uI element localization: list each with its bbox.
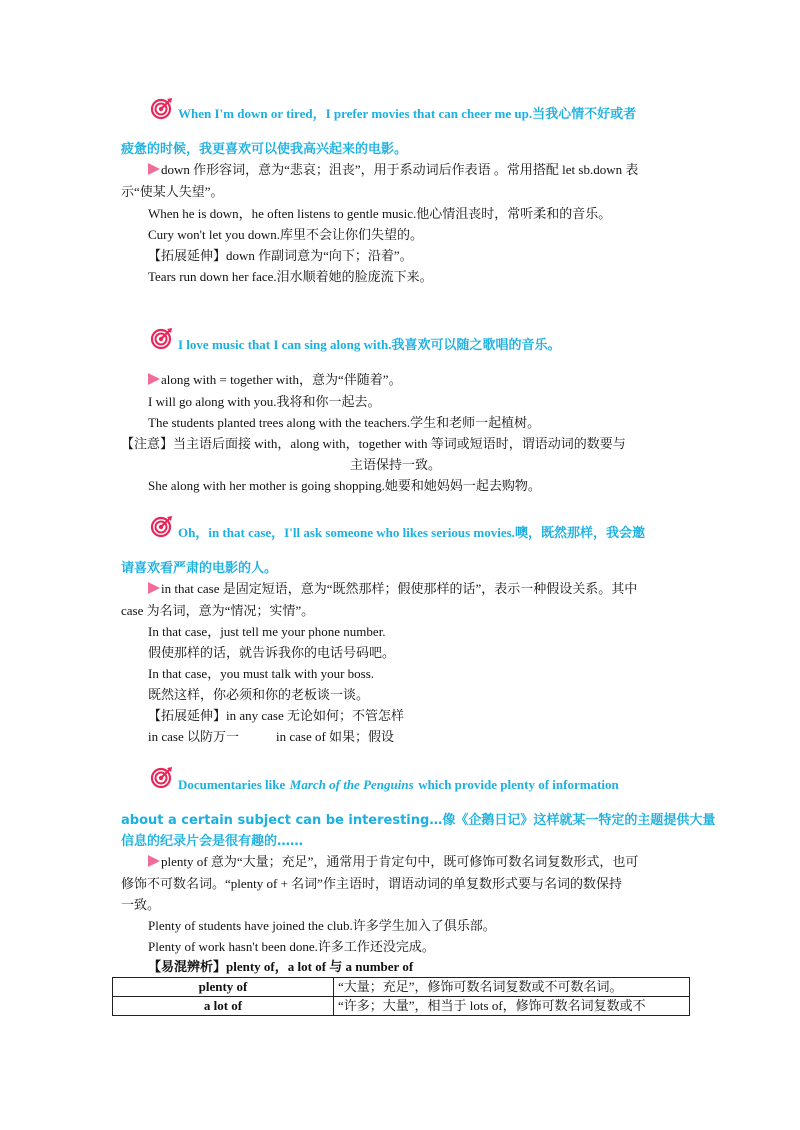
example-translation: 既然这样，你必须和你的老板谈一谈。 bbox=[148, 687, 370, 702]
example: Cury won't let you down.库里不会让你们失望的。 bbox=[148, 227, 423, 242]
section1-para-cont: 示“使某人失望”。 bbox=[121, 184, 224, 199]
section3-para-cont: case 为名词，意为“情况；实情”。 bbox=[121, 603, 315, 618]
example: When he is down，he often listens to gentle music.他心情沮丧时，常听柔和的音乐。 bbox=[148, 206, 612, 221]
note-cont: 主语保持一致。 bbox=[350, 457, 442, 472]
section3-para: in that case 是固定短语，意为“既然那样；假使那样的话”，表示一种假设关系。其中 bbox=[148, 579, 637, 599]
example: In that case，just tell me your phone number. bbox=[148, 624, 386, 639]
arrow-icon bbox=[148, 373, 160, 385]
extension-item: in case 以防万一 bbox=[148, 729, 239, 744]
comparison-table bbox=[112, 977, 690, 1016]
section4-para: plenty of 意为“大量；充足”，通常用于肯定句中，既可修饰可数名词复数形式，也可 bbox=[148, 852, 638, 872]
extension-note: 【拓展延伸】down 作副词意为“向下；沿着”。 bbox=[148, 248, 413, 263]
section1-para: down 作形容词，意为“悲哀；沮丧”，用于系动词后作表语 。常用搭配 let sb.down 表 bbox=[148, 160, 638, 180]
table-row bbox=[113, 978, 690, 997]
arrow-icon bbox=[148, 855, 160, 867]
example: The students planted trees along with the teachers.学生和老师一起植树。 bbox=[148, 415, 541, 430]
arrow-icon bbox=[148, 582, 160, 594]
example: Plenty of work hasn't been done.许多工作还没完成。 bbox=[148, 939, 435, 954]
comparison-title: 【易混辨析】plenty of，a lot of 与 a number of bbox=[148, 959, 414, 974]
table-cell-term: a lot of bbox=[113, 997, 334, 1016]
table-cell-meaning: “大量；充足”，修饰可数名词复数或不可数名词。 bbox=[334, 978, 690, 997]
note: 【注意】当主语后面接 with，along with，together with 等词或短语时，谓语动词的数要与 bbox=[121, 436, 626, 451]
table-cell-term: plenty of bbox=[113, 978, 334, 997]
example: In that case，you must talk with your boss. bbox=[148, 666, 375, 681]
section4-heading-cont: about a certain subject can be interesting…像《企鹅日记》这样就某一特定的主题提供大量 bbox=[121, 813, 716, 828]
target-icon bbox=[150, 516, 172, 538]
example-translation: 假使那样的话，就告诉我你的电话号码吧。 bbox=[148, 645, 396, 660]
extension-note: 【拓展延伸】in any case 无论如何；不管怎样 bbox=[148, 708, 405, 723]
extension-item: in case of 如果；假设 bbox=[276, 729, 395, 744]
target-icon bbox=[150, 328, 172, 350]
section4-para-cont: 一致。 bbox=[121, 897, 161, 912]
example: She along with her mother is going shopping.她要和她妈妈一起去购物。 bbox=[148, 478, 541, 493]
section4-heading-cont: 信息的纪录片会是很有趣的…… bbox=[121, 834, 304, 849]
section3-heading-cont: 请喜欢看严肃的电影的人。 bbox=[121, 561, 278, 576]
target-icon bbox=[150, 767, 172, 789]
section3-heading: Oh，in that case，I'll ask someone who likes serious movies.噢，既然那样，我会邀 bbox=[178, 525, 645, 541]
section2-heading: I love music that I can sing along with.我喜欢可以随之歌唱的音乐。 bbox=[178, 337, 561, 353]
section4-para-cont: 修饰不可数名词。“plenty of + 名词”作主语时，谓语动词的单复数形式要与名词的数保持 bbox=[121, 876, 622, 891]
section2-para: along with = together with，意为“伴随着”。 bbox=[148, 370, 402, 390]
table-cell-meaning: “许多；大量”，相当于 lots of，修饰可数名词复数或不 bbox=[334, 997, 690, 1016]
section1-heading-cont: 疲惫的时候，我更喜欢可以使我高兴起来的电影。 bbox=[121, 142, 408, 157]
target-icon bbox=[150, 98, 172, 120]
table-row bbox=[113, 997, 690, 1016]
example: Plenty of students have joined the club.许多学生加入了俱乐部。 bbox=[148, 918, 496, 933]
example: Tears run down her face.泪水顺着她的脸庞流下来。 bbox=[148, 269, 433, 284]
arrow-icon bbox=[148, 163, 160, 175]
section1-heading: When I'm down or tired，I prefer movies that can cheer me up.当我心情不好或者 bbox=[178, 106, 637, 122]
section4-heading: Documentaries like March of the Penguins which provide plenty of information bbox=[178, 777, 619, 792]
example: I will go along with you.我将和你一起去。 bbox=[148, 394, 381, 409]
